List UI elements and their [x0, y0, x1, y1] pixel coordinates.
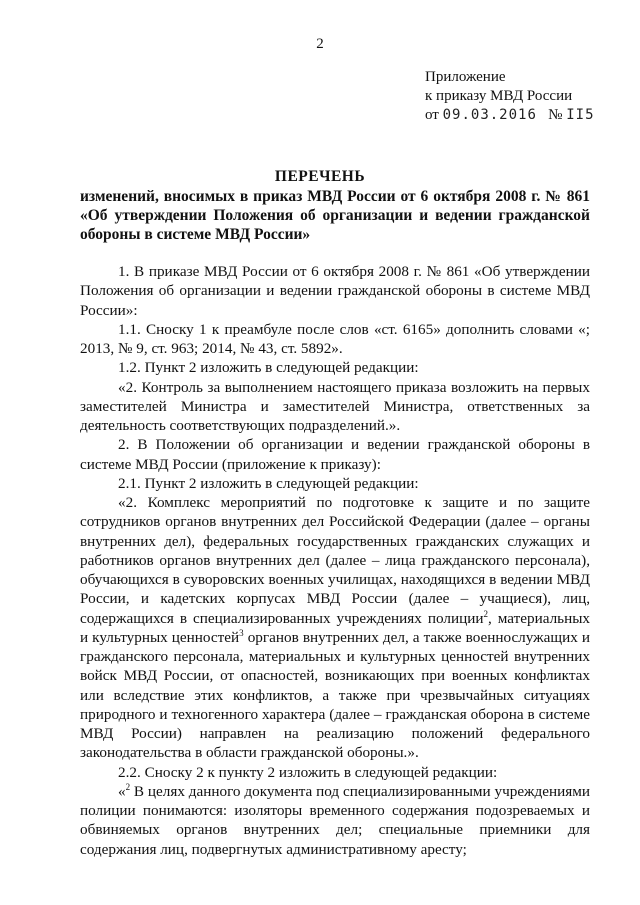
document-body	[80, 262, 590, 859]
document-subtitle: изменений, вносимых в приказ МВД России от 6 октября 2008 г. № 861 «Об утверждении Положения об организации и ведении гражданской обороны в системе МВД России»	[80, 188, 590, 243]
appendix-date-line	[425, 106, 595, 125]
quote-part-c: органов внутренних дел, а также военнослужащих и гражданского персонала, материальных и культурных ценностей внутренних войск МВД России, от опасностей, возникающих при военных конфликтах или вследствие этих конфликтов, а также при чрезвычайных ситуациях природного и техногенного характера (далее – гражданская оборона в системе МВД России) направлен на реализацию положений федерального законодательства в области гражданской обороны.».	[80, 628, 590, 762]
paragraph-2-2-quote	[80, 782, 590, 859]
paragraph-2-1-quote	[80, 493, 590, 763]
footnote-ref-2: 2	[483, 608, 488, 619]
appendix-order-ref: к приказу МВД России	[425, 88, 573, 104]
paragraph-2-2: 2.2. Сноску 2 к пункту 2 изложить в следующей редакции:	[118, 763, 498, 781]
quote-part-b: , материальных и культурных ценностей	[80, 609, 590, 646]
page-number: 2	[316, 36, 324, 52]
footnote-mark-2: 2	[125, 781, 131, 792]
quote-open: «	[118, 782, 126, 800]
appendix-block	[425, 68, 595, 125]
number-value: II5	[566, 107, 595, 123]
paragraph-1: 1. В приказе МВД России от 6 октября 2008 г. № 861 «Об утверждении Положения об организации и ведении гражданской обороны в системе МВД России»:	[80, 263, 590, 319]
date-value: 09.03.2016	[442, 107, 537, 123]
date-prefix: от	[425, 107, 439, 123]
paragraph-1-2-quote: «2. Контроль за выполнением настоящего приказа возложить на первых заместителей Министра и заместителей Министра, ответственных за деятельность соответствующих подразделений.».	[80, 378, 590, 434]
paragraph-2-1: 2.1. Пункт 2 изложить в следующей редакции:	[118, 474, 419, 492]
paragraph-1-2: 1.2. Пункт 2 изложить в следующей редакции:	[118, 359, 419, 377]
footnote-ref-3: 3	[239, 627, 244, 638]
document-title: ПЕРЕЧЕНЬ	[274, 168, 366, 185]
number-prefix: №	[548, 107, 563, 123]
appendix-label: Приложение	[425, 69, 506, 85]
paragraph-2: 2. В Положении об организации и ведении гражданской обороны в системе МВД России (приложение к приказу):	[80, 436, 590, 473]
quote-part-a: «2. Комплекс мероприятий по подготовке к защите и по защите сотрудников органов внутренних дел Российской Федерации (далее – органы внутренних дел), федеральных государственных гражданских служащих и работников органов внутренних дел (далее – лица гражданского персонала), обучающихся в суворовских военных училищах, находящихся в ведении МВД России, и кадетских корпусах МВД России (далее – учащиеся), лиц, содержащихся в специализированных учреждениях полиции	[80, 494, 590, 627]
paragraph-1-1: 1.1. Сноску 1 к преамбуле после слов «ст. 6165» дополнить словами «; 2013, № 9, ст. 963; 2014, № 43, ст. 5892».	[80, 320, 590, 357]
footnote-2-text: В целях данного документа под специализированными учреждениями полиции понимаются: изоляторы временного содержания подозреваемых и обвиняемых органов внутренних дел; специальные приемники для содержания лиц, подвергнутых административному аресту;	[80, 782, 590, 858]
